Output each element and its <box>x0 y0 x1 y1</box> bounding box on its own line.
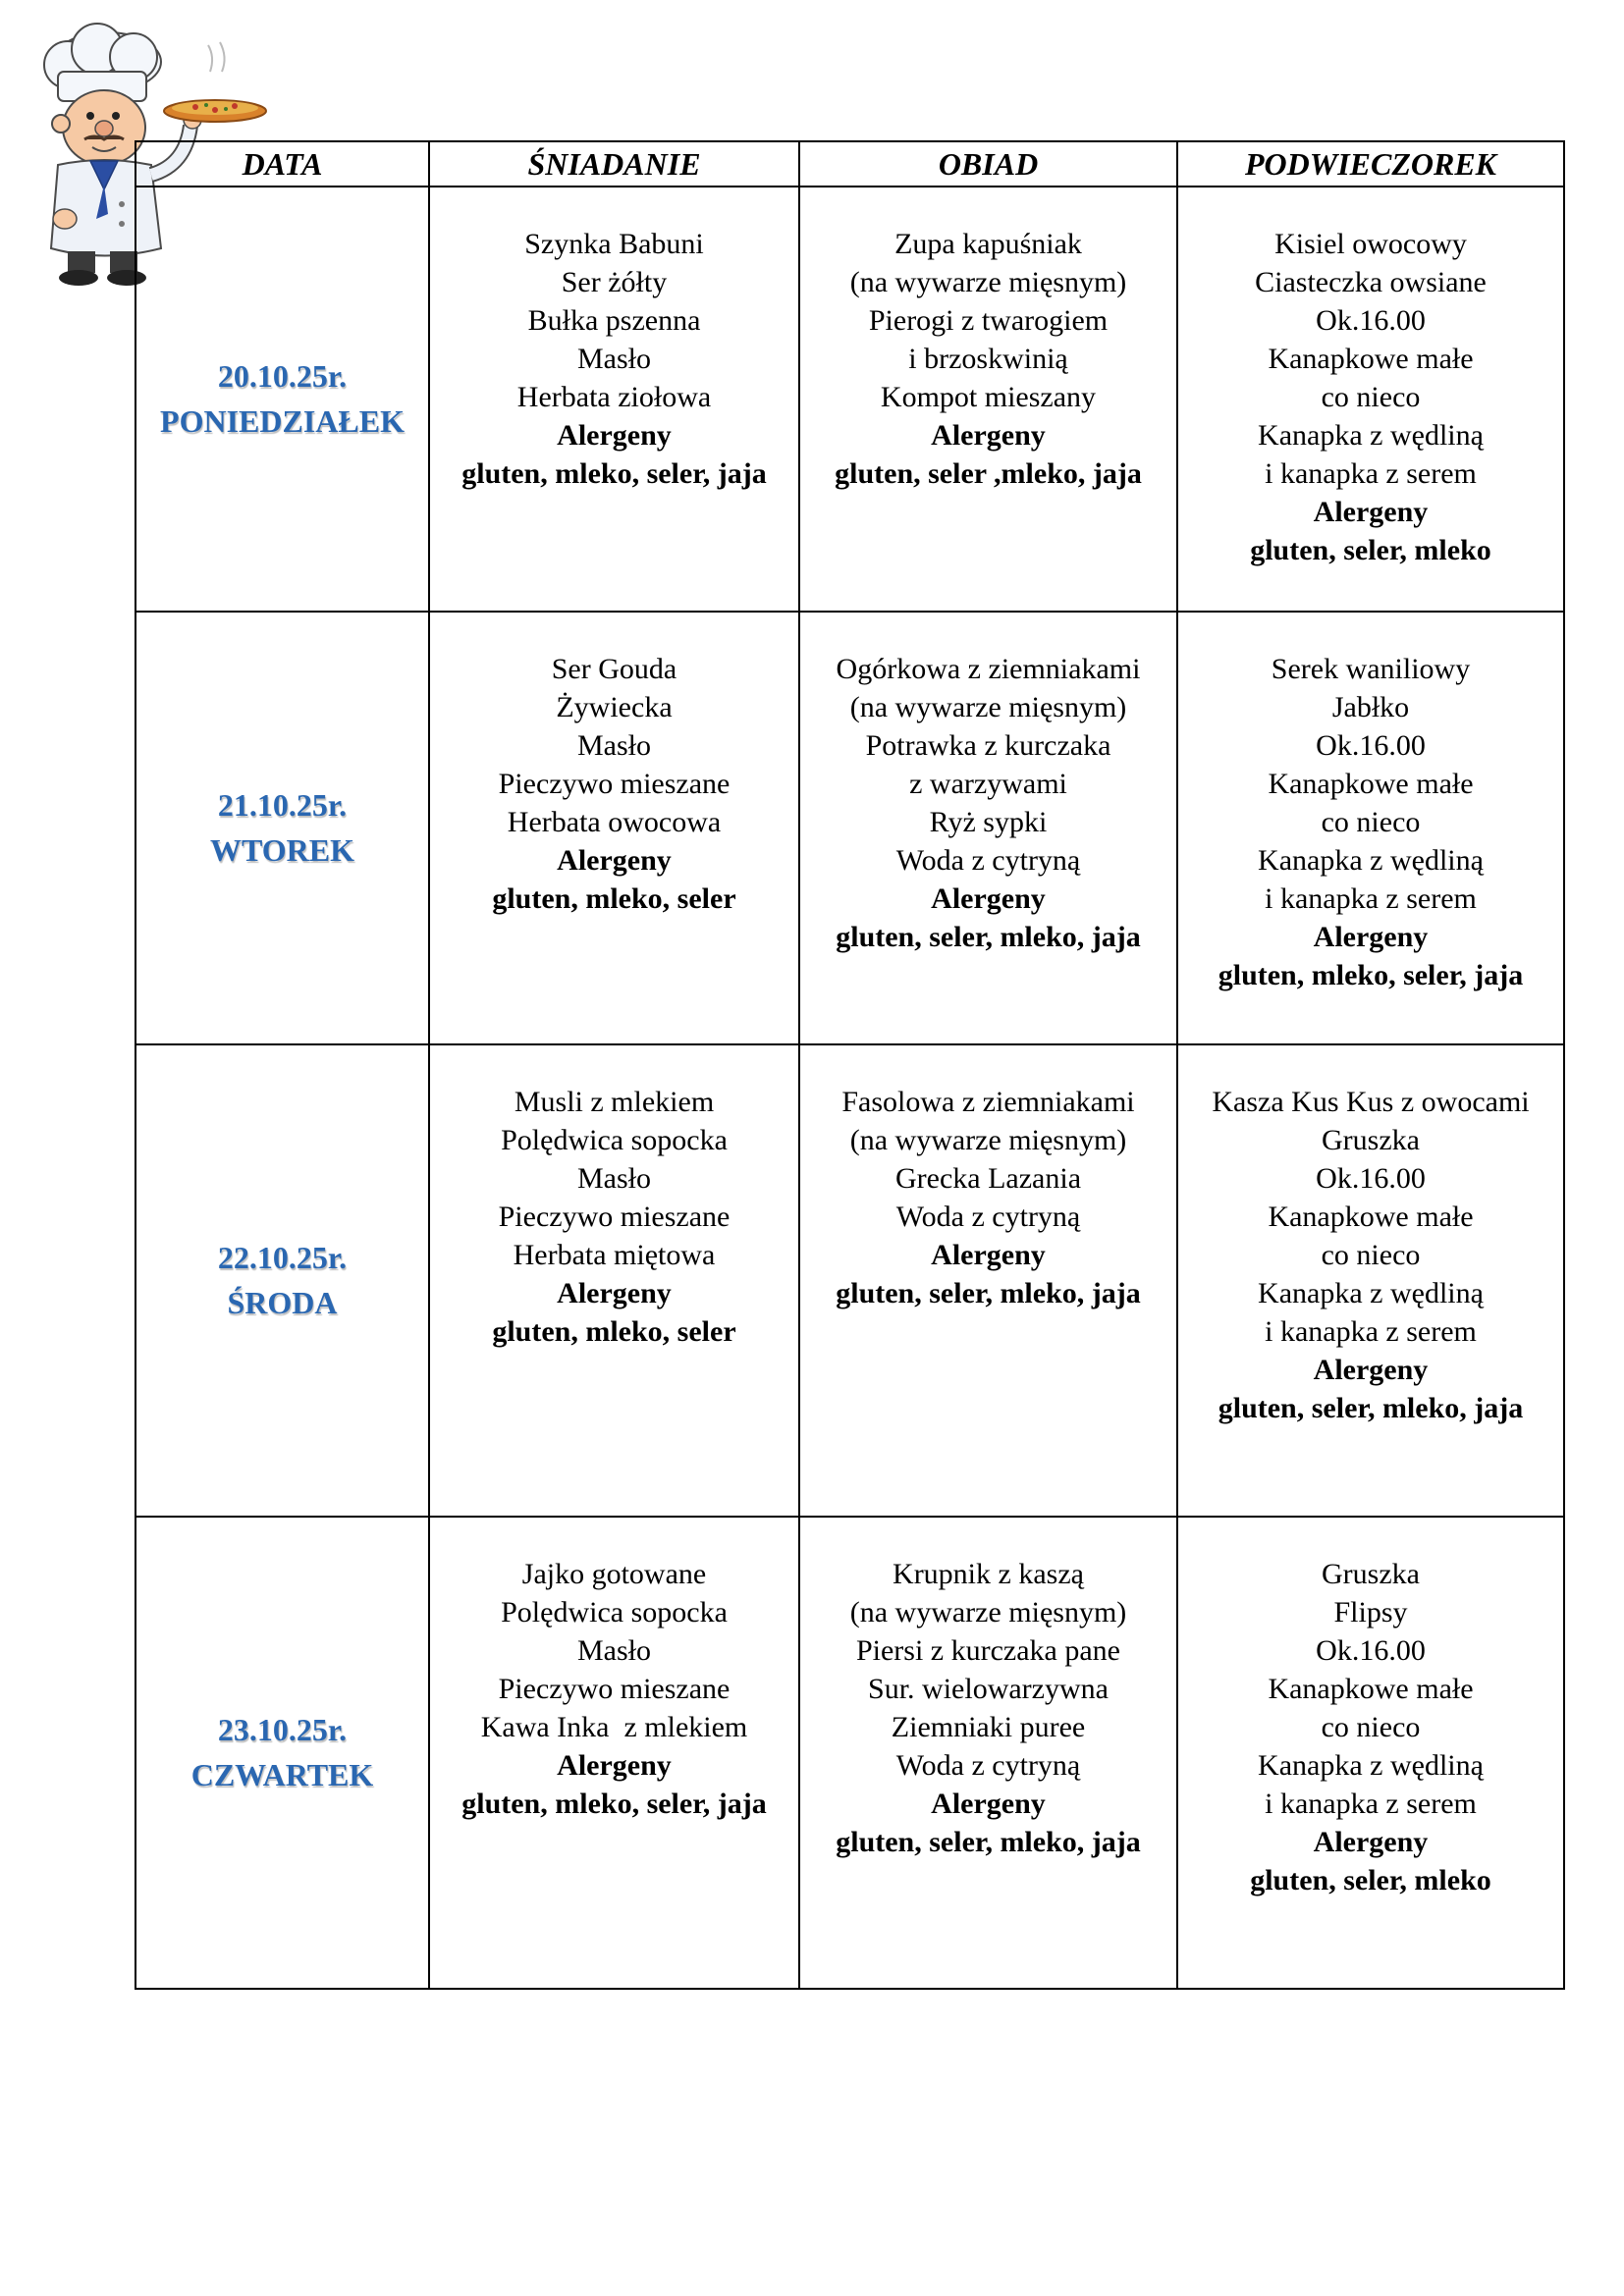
menu-item: Pierogi z twarogiem <box>868 304 1109 337</box>
menu-item: Grecka Lazania <box>894 1162 1082 1195</box>
menu-item: Herbata ziołowa <box>516 381 712 413</box>
breakfast-cell <box>429 1517 799 1989</box>
menu-item: Woda z cytryną <box>895 844 1081 877</box>
snack-cell <box>1177 612 1564 1044</box>
menu-item: Zupa kapuśniak <box>894 228 1082 260</box>
menu-item: Kompot mieszany <box>880 381 1097 413</box>
menu-item: Masło <box>577 1634 651 1667</box>
menu-item: Ziemniaki puree <box>891 1711 1086 1743</box>
allergens-list: gluten, seler, mleko, jaja <box>836 921 1141 953</box>
allergens-label: Alergeny <box>557 1277 672 1309</box>
menu-item: Serek waniliowy <box>1271 653 1471 685</box>
header-row <box>135 141 1564 187</box>
lunch-cell <box>799 612 1177 1044</box>
menu-item: Ser Gouda <box>551 653 677 685</box>
allergens-list: gluten, mleko, seler <box>492 882 736 915</box>
menu-item: Polędwica sopocka <box>501 1124 728 1156</box>
allergens-label: Alergeny <box>557 419 672 452</box>
allergens-list: gluten, mleko, seler, jaja <box>461 1788 767 1820</box>
table-row <box>135 612 1564 1044</box>
allergens-label: Alergeny <box>931 419 1046 452</box>
menu-item: i brzoskwinią <box>908 343 1068 375</box>
menu-item: Musli z mlekiem <box>514 1086 715 1118</box>
menu-item: Ok.16.00 <box>1316 1634 1426 1667</box>
menu-item: co nieco <box>1321 381 1421 413</box>
allergens-list: gluten, mleko, seler, jaja <box>1218 959 1524 991</box>
menu-item: z warzywami <box>909 768 1067 800</box>
menu-item: Kanapka z wędliną <box>1258 419 1484 452</box>
menu-item: Krupnik z kaszą <box>893 1558 1084 1590</box>
menu-item: Kanapkowe małe <box>1268 343 1474 375</box>
menu-item: Piersi z kurczaka pane <box>855 1634 1121 1667</box>
snack-cell <box>1177 187 1564 612</box>
header-snack: PODWIECZOREK <box>1177 141 1564 187</box>
allergens-label: Alergeny <box>557 1749 672 1782</box>
menu-item: Kanapka z wędliną <box>1258 844 1484 877</box>
date-cell <box>135 187 429 612</box>
menu-item: Herbata owocowa <box>507 806 722 838</box>
menu-item: Ciasteczka owsiane <box>1255 266 1487 298</box>
allergens-list: gluten, mleko, seler <box>492 1315 736 1348</box>
menu-item: Kanapkowe małe <box>1268 768 1474 800</box>
menu-item: i kanapka z serem <box>1265 1315 1477 1348</box>
allergens-label: Alergeny <box>931 1239 1046 1271</box>
menu-item: Kanapka z wędliną <box>1258 1277 1484 1309</box>
menu-item: Jajko gotowane <box>521 1558 707 1590</box>
date-cell <box>135 1044 429 1517</box>
menu-item: Ser żółty <box>561 266 668 298</box>
menu-item: Flipsy <box>1333 1596 1408 1629</box>
menu-item: Masło <box>577 729 651 762</box>
allergens-list: gluten, mleko, seler, jaja <box>461 457 767 490</box>
menu-item: co nieco <box>1321 1239 1421 1271</box>
menu-item: Ok.16.00 <box>1316 729 1426 762</box>
menu-item: Ryż sypki <box>929 806 1048 838</box>
allergens-list: gluten, seler, mleko, jaja <box>836 1826 1141 1858</box>
menu-item: Kasza Kus Kus z owocami <box>1212 1086 1530 1118</box>
date-cell <box>135 1517 429 1989</box>
menu-item: Pieczywo mieszane <box>498 1201 731 1233</box>
menu-item: Gruszka <box>1322 1558 1420 1590</box>
breakfast-cell <box>429 612 799 1044</box>
date-cell <box>135 612 429 1044</box>
table-row <box>135 1517 1564 1989</box>
menu-item: Potrawka z kurczaka <box>865 729 1111 762</box>
menu-item: Gruszka <box>1322 1124 1420 1156</box>
menu-item: Szynka Babuni <box>524 228 704 260</box>
menu-item: Masło <box>577 343 651 375</box>
day-name: CZWARTEK <box>190 1757 374 1792</box>
menu-item: Pieczywo mieszane <box>498 1673 731 1705</box>
menu-item: (na wywarze mięsnym) <box>849 691 1127 723</box>
menu-item: Woda z cytryną <box>895 1201 1081 1233</box>
table-row <box>135 187 1564 612</box>
menu-item: (na wywarze mięsnym) <box>849 266 1127 298</box>
allergens-list: gluten, seler, mleko <box>1250 1864 1491 1896</box>
header-breakfast: ŚNIADANIE <box>429 141 799 187</box>
allergens-label: Alergeny <box>931 882 1046 915</box>
allergens-list: gluten, seler, mleko, jaja <box>836 1277 1141 1309</box>
header-date: DATA <box>135 141 429 187</box>
menu-item: Kanapkowe małe <box>1268 1201 1474 1233</box>
day-date: 20.10.25r. <box>217 358 348 394</box>
allergens-label: Alergeny <box>557 844 672 877</box>
breakfast-cell <box>429 187 799 612</box>
header-lunch: OBIAD <box>799 141 1177 187</box>
lunch-cell <box>799 1517 1177 1989</box>
menu-item: Ok.16.00 <box>1316 1162 1426 1195</box>
allergens-label: Alergeny <box>1313 1826 1429 1858</box>
menu-item: Herbata miętowa <box>513 1239 716 1271</box>
menu-item: Kisiel owocowy <box>1274 228 1467 260</box>
menu-item: co nieco <box>1321 1711 1421 1743</box>
menu-item: Ok.16.00 <box>1316 304 1426 337</box>
pizza-icon <box>164 42 266 122</box>
allergens-list: gluten, seler, mleko <box>1250 534 1491 566</box>
day-date: 21.10.25r. <box>217 787 348 823</box>
allergens-label: Alergeny <box>1313 1354 1429 1386</box>
table-row <box>135 1044 1564 1517</box>
menu-item: i kanapka z serem <box>1265 1788 1477 1820</box>
day-date: 23.10.25r. <box>217 1712 348 1747</box>
menu-item: Kanapka z wędliną <box>1258 1749 1484 1782</box>
menu-item: co nieco <box>1321 806 1421 838</box>
menu-item: Żywiecka <box>556 691 673 723</box>
menu-item: Jabłko <box>1331 691 1410 723</box>
day-name: PONIEDZIAŁEK <box>160 403 405 439</box>
menu-item: Kanapkowe małe <box>1268 1673 1474 1705</box>
allergens-list: gluten, seler ,mleko, jaja <box>835 457 1142 490</box>
menu-item: i kanapka z serem <box>1265 882 1477 915</box>
day-name: WTOREK <box>210 832 354 868</box>
menu-item: Ogórkowa z ziemniakami <box>836 653 1141 685</box>
snack-cell <box>1177 1517 1564 1989</box>
menu-item: i kanapka z serem <box>1265 457 1477 490</box>
day-date: 22.10.25r. <box>217 1240 348 1275</box>
menu-table <box>135 140 1565 1990</box>
menu-item: Sur. wielowarzywna <box>868 1673 1109 1705</box>
allergens-label: Alergeny <box>1313 496 1429 528</box>
allergens-label: Alergeny <box>1313 921 1429 953</box>
lunch-cell <box>799 187 1177 612</box>
allergens-list: gluten, seler, mleko, jaja <box>1218 1392 1524 1424</box>
day-name: ŚRODA <box>227 1285 338 1320</box>
menu-item: Polędwica sopocka <box>501 1596 728 1629</box>
lunch-cell <box>799 1044 1177 1517</box>
menu-item: Masło <box>577 1162 651 1195</box>
snack-cell <box>1177 1044 1564 1517</box>
allergens-label: Alergeny <box>931 1788 1046 1820</box>
menu-item: (na wywarze mięsnym) <box>849 1596 1127 1629</box>
menu-item: Bułka pszenna <box>527 304 701 337</box>
menu-item: Fasolowa z ziemniakami <box>841 1086 1135 1118</box>
menu-item: Pieczywo mieszane <box>498 768 731 800</box>
menu-item: Kawa Inka z mlekiem <box>480 1711 748 1743</box>
menu-item: Woda z cytryną <box>895 1749 1081 1782</box>
menu-item: (na wywarze mięsnym) <box>849 1124 1127 1156</box>
breakfast-cell <box>429 1044 799 1517</box>
